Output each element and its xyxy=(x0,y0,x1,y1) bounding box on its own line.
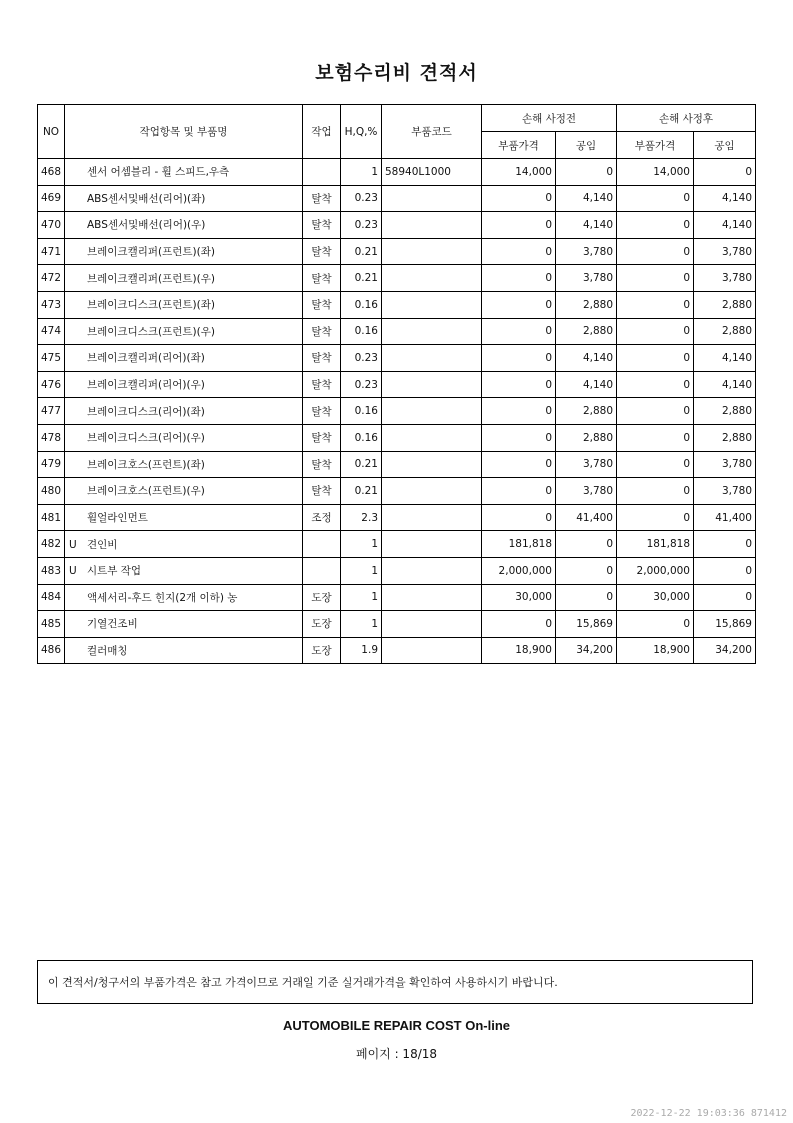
item-name-text: 컬러매칭 xyxy=(87,644,128,657)
cell-after-labor: 0 xyxy=(694,584,756,611)
cell-hq: 1 xyxy=(341,531,382,558)
cell-item-name xyxy=(65,318,303,345)
page-number: 페이지 : 18/18 xyxy=(355,1047,438,1061)
cell-work: 탈착 xyxy=(303,212,341,239)
cell-item-name xyxy=(65,451,303,478)
cell-work xyxy=(303,557,341,584)
table-row xyxy=(38,371,756,398)
cell-hq: 0.23 xyxy=(341,185,382,212)
table-row xyxy=(38,424,756,451)
item-name-text: 액세서리-후드 힌지(2개 이하) 농 xyxy=(87,591,238,604)
cell-after-part-price: 0 xyxy=(617,291,694,318)
cell-no: 471 xyxy=(38,238,65,265)
cell-after-labor: 41,400 xyxy=(694,504,756,531)
item-name-text: 브레이크디스크(프런트)(좌) xyxy=(87,299,215,312)
cell-work: 탈착 xyxy=(303,371,341,398)
item-name-text: 견인비 xyxy=(87,538,118,551)
cell-item-name xyxy=(65,159,303,186)
cell-after-part-price: 181,818 xyxy=(617,531,694,558)
cell-item-name xyxy=(65,424,303,451)
cell-work: 탈착 xyxy=(303,478,341,505)
cell-after-labor: 4,140 xyxy=(694,345,756,372)
cell-part-code xyxy=(382,291,482,318)
cell-before-labor: 2,880 xyxy=(556,398,617,425)
cell-part-code xyxy=(382,371,482,398)
cell-no: 480 xyxy=(38,478,65,505)
table-row xyxy=(38,159,756,186)
cell-part-code xyxy=(382,212,482,239)
cell-work: 탈착 xyxy=(303,238,341,265)
cell-no: 474 xyxy=(38,318,65,345)
cell-hq: 0.16 xyxy=(341,424,382,451)
table-row xyxy=(38,478,756,505)
cell-hq: 0.16 xyxy=(341,291,382,318)
table-body xyxy=(38,159,756,664)
cell-no: 475 xyxy=(38,345,65,372)
cell-item-name xyxy=(65,478,303,505)
cell-before-labor: 0 xyxy=(556,557,617,584)
cell-work: 탈착 xyxy=(303,451,341,478)
cell-no: 476 xyxy=(38,371,65,398)
cell-no: 473 xyxy=(38,291,65,318)
cell-hq: 0.21 xyxy=(341,451,382,478)
user-item-flag: U xyxy=(69,538,77,551)
cell-work xyxy=(303,531,341,558)
item-name-text: ABS센서및배선(리어)(좌) xyxy=(87,192,206,205)
cell-after-labor: 2,880 xyxy=(694,318,756,345)
item-name-text: 휠얼라인먼트 xyxy=(87,512,148,525)
cell-work xyxy=(303,159,341,186)
cell-no: 486 xyxy=(38,637,65,664)
cell-before-labor: 3,780 xyxy=(556,238,617,265)
cell-before-labor: 3,780 xyxy=(556,265,617,292)
cell-part-code xyxy=(382,345,482,372)
cell-before-part-price: 181,818 xyxy=(482,531,556,558)
cell-before-labor: 2,880 xyxy=(556,318,617,345)
cell-before-part-price: 2,000,000 xyxy=(482,557,556,584)
cell-before-part-price: 0 xyxy=(482,185,556,212)
item-name-text: 브레이크디스크(프런트)(우) xyxy=(87,325,215,338)
cell-work: 탈착 xyxy=(303,185,341,212)
table-row xyxy=(38,557,756,584)
header-code: 부품코드 xyxy=(382,105,482,159)
cell-after-part-price: 0 xyxy=(617,504,694,531)
cell-hq: 0.23 xyxy=(341,345,382,372)
cell-work: 조정 xyxy=(303,504,341,531)
item-name-text: ABS센서및배선(리어)(우) xyxy=(87,219,206,232)
cell-before-labor: 4,140 xyxy=(556,185,617,212)
cell-before-labor: 3,780 xyxy=(556,478,617,505)
cell-part-code xyxy=(382,424,482,451)
cell-after-part-price: 14,000 xyxy=(617,159,694,186)
cell-item-name xyxy=(65,637,303,664)
cell-part-code xyxy=(382,611,482,638)
cell-after-labor: 2,880 xyxy=(694,291,756,318)
cell-before-labor: 0 xyxy=(556,159,617,186)
cell-after-labor: 3,780 xyxy=(694,238,756,265)
cell-hq: 1 xyxy=(341,611,382,638)
cell-item-name xyxy=(65,291,303,318)
cell-after-labor: 3,780 xyxy=(694,265,756,292)
cell-no: 484 xyxy=(38,584,65,611)
item-name-text: 브레이크캘리퍼(리어)(우) xyxy=(87,379,205,392)
cell-work: 탈착 xyxy=(303,265,341,292)
table-row xyxy=(38,212,756,239)
cell-hq: 1 xyxy=(341,557,382,584)
cell-before-labor: 2,880 xyxy=(556,291,617,318)
cell-before-labor: 15,869 xyxy=(556,611,617,638)
cell-item-name xyxy=(65,504,303,531)
footer-title: AUTOMOBILE REPAIR COST On-line xyxy=(282,1018,511,1033)
cell-after-part-price: 0 xyxy=(617,345,694,372)
cell-before-part-price: 0 xyxy=(482,424,556,451)
item-name-text: 센서 어셈블리 - 휠 스피드,우측 xyxy=(87,166,230,179)
cell-item-name xyxy=(65,531,303,558)
cell-item-name xyxy=(65,185,303,212)
cell-after-labor: 4,140 xyxy=(694,185,756,212)
table-row xyxy=(38,185,756,212)
header-before-part-price: 부품가격 xyxy=(482,132,556,159)
cell-item-name xyxy=(65,584,303,611)
item-name-text: 기열건조비 xyxy=(87,618,138,631)
cell-hq: 1.9 xyxy=(341,637,382,664)
table-row xyxy=(38,611,756,638)
header-after: 손해 사정후 xyxy=(617,105,756,132)
cell-work: 탈착 xyxy=(303,424,341,451)
cell-part-code xyxy=(382,584,482,611)
cell-part-code xyxy=(382,318,482,345)
cell-after-part-price: 0 xyxy=(617,318,694,345)
cell-before-part-price: 0 xyxy=(482,611,556,638)
cell-before-labor: 4,140 xyxy=(556,345,617,372)
cell-part-code xyxy=(382,504,482,531)
cell-after-labor: 3,780 xyxy=(694,451,756,478)
cell-before-part-price: 0 xyxy=(482,345,556,372)
cell-after-part-price: 0 xyxy=(617,185,694,212)
cell-before-part-price: 0 xyxy=(482,291,556,318)
cell-before-labor: 34,200 xyxy=(556,637,617,664)
table-header xyxy=(38,105,756,159)
cell-before-part-price: 0 xyxy=(482,238,556,265)
header-hq: H,Q,% xyxy=(341,105,382,159)
header-before-labor: 공임 xyxy=(556,132,617,159)
table-row xyxy=(38,584,756,611)
item-name-text: 브레이크호스(프런트)(좌) xyxy=(87,458,205,471)
print-timestamp: 2022-12-22 19:03:36 871412 xyxy=(630,1108,787,1119)
item-name-text: 브레이크디스크(리어)(좌) xyxy=(87,405,205,418)
cell-no: 478 xyxy=(38,424,65,451)
cell-before-labor: 0 xyxy=(556,531,617,558)
table-row xyxy=(38,318,756,345)
cell-part-code xyxy=(382,398,482,425)
header-item: 작업항목 및 부품명 xyxy=(65,105,303,159)
cell-hq: 0.16 xyxy=(341,398,382,425)
cell-after-part-price: 30,000 xyxy=(617,584,694,611)
cell-no: 470 xyxy=(38,212,65,239)
cell-no: 483 xyxy=(38,557,65,584)
cell-hq: 0.16 xyxy=(341,318,382,345)
cell-part-code xyxy=(382,637,482,664)
cell-hq: 2.3 xyxy=(341,504,382,531)
table-row xyxy=(38,637,756,664)
cell-before-part-price: 0 xyxy=(482,504,556,531)
cell-item-name xyxy=(65,345,303,372)
item-name-text: 브레이크캘리퍼(리어)(좌) xyxy=(87,352,205,365)
cell-after-part-price: 0 xyxy=(617,611,694,638)
header-before: 손해 사정전 xyxy=(482,105,617,132)
cell-part-code xyxy=(382,451,482,478)
table-row xyxy=(38,265,756,292)
header-work: 작업 xyxy=(303,105,341,159)
cell-work: 탈착 xyxy=(303,318,341,345)
cell-part-code xyxy=(382,531,482,558)
cell-no: 481 xyxy=(38,504,65,531)
cell-part-code xyxy=(382,185,482,212)
cell-item-name xyxy=(65,398,303,425)
cell-after-labor: 4,140 xyxy=(694,371,756,398)
header-after-part-price: 부품가격 xyxy=(617,132,694,159)
cell-work: 도장 xyxy=(303,611,341,638)
price-notice: 이 견적서/청구서의 부품가격은 참고 가격이므로 거래일 기준 실거래가격을 확인하여 사용하시기 바랍니다. xyxy=(37,960,753,1004)
user-item-flag: U xyxy=(69,565,77,578)
cell-before-part-price: 0 xyxy=(482,265,556,292)
cell-no: 468 xyxy=(38,159,65,186)
cell-after-labor: 0 xyxy=(694,159,756,186)
cell-item-name xyxy=(65,371,303,398)
item-name-text: 브레이크캘리퍼(프런트)(우) xyxy=(87,272,215,285)
cell-before-part-price: 0 xyxy=(482,478,556,505)
cell-after-part-price: 0 xyxy=(617,212,694,239)
cell-before-labor: 3,780 xyxy=(556,451,617,478)
cell-after-labor: 0 xyxy=(694,557,756,584)
cell-part-code: 58940L1000 xyxy=(382,159,482,186)
cell-work: 도장 xyxy=(303,584,341,611)
table-row xyxy=(38,531,756,558)
cell-after-labor: 0 xyxy=(694,531,756,558)
cell-hq: 0.21 xyxy=(341,478,382,505)
cell-part-code xyxy=(382,557,482,584)
cell-before-part-price: 0 xyxy=(482,371,556,398)
cell-before-part-price: 0 xyxy=(482,318,556,345)
cell-hq: 0.23 xyxy=(341,212,382,239)
cell-no: 485 xyxy=(38,611,65,638)
cell-after-part-price: 18,900 xyxy=(617,637,694,664)
cell-item-name xyxy=(65,265,303,292)
cell-before-part-price: 14,000 xyxy=(482,159,556,186)
cell-after-part-price: 0 xyxy=(617,371,694,398)
cell-after-part-price: 0 xyxy=(617,478,694,505)
estimate-table xyxy=(37,104,756,664)
cell-no: 477 xyxy=(38,398,65,425)
cell-after-labor: 3,780 xyxy=(694,478,756,505)
cell-part-code xyxy=(382,265,482,292)
cell-before-labor: 4,140 xyxy=(556,371,617,398)
cell-after-labor: 34,200 xyxy=(694,637,756,664)
document-title: 보험수리비 견적서 xyxy=(315,62,478,84)
cell-before-part-price: 0 xyxy=(482,212,556,239)
table-row xyxy=(38,398,756,425)
cell-hq: 0.23 xyxy=(341,371,382,398)
item-name-text: 시트부 작업 xyxy=(87,565,142,578)
cell-hq: 0.21 xyxy=(341,238,382,265)
cell-hq: 0.21 xyxy=(341,265,382,292)
cell-work: 탈착 xyxy=(303,291,341,318)
cell-item-name xyxy=(65,212,303,239)
cell-item-name xyxy=(65,557,303,584)
cell-after-part-price: 0 xyxy=(617,451,694,478)
header-after-labor: 공임 xyxy=(694,132,756,159)
cell-part-code xyxy=(382,238,482,265)
cell-before-labor: 0 xyxy=(556,584,617,611)
item-name-text: 브레이크캘리퍼(프런트)(좌) xyxy=(87,246,215,259)
cell-no: 469 xyxy=(38,185,65,212)
cell-work: 도장 xyxy=(303,637,341,664)
cell-work: 탈착 xyxy=(303,345,341,372)
cell-after-part-price: 0 xyxy=(617,265,694,292)
cell-item-name xyxy=(65,238,303,265)
cell-before-part-price: 18,900 xyxy=(482,637,556,664)
cell-no: 472 xyxy=(38,265,65,292)
cell-after-labor: 4,140 xyxy=(694,212,756,239)
cell-no: 479 xyxy=(38,451,65,478)
cell-before-part-price: 0 xyxy=(482,398,556,425)
cell-before-part-price: 30,000 xyxy=(482,584,556,611)
item-name-text: 브레이크호스(프런트)(우) xyxy=(87,485,205,498)
cell-hq: 1 xyxy=(341,159,382,186)
cell-before-labor: 2,880 xyxy=(556,424,617,451)
header-no: NO xyxy=(38,105,65,159)
cell-no: 482 xyxy=(38,531,65,558)
table-row xyxy=(38,451,756,478)
cell-before-labor: 41,400 xyxy=(556,504,617,531)
cell-after-labor: 2,880 xyxy=(694,398,756,425)
cell-after-part-price: 0 xyxy=(617,398,694,425)
cell-hq: 1 xyxy=(341,584,382,611)
cell-before-labor: 4,140 xyxy=(556,212,617,239)
cell-before-part-price: 0 xyxy=(482,451,556,478)
cell-after-part-price: 0 xyxy=(617,238,694,265)
cell-part-code xyxy=(382,478,482,505)
cell-after-part-price: 2,000,000 xyxy=(617,557,694,584)
table-row xyxy=(38,291,756,318)
cell-after-part-price: 0 xyxy=(617,424,694,451)
table-row xyxy=(38,504,756,531)
table-row xyxy=(38,238,756,265)
cell-item-name xyxy=(65,611,303,638)
cell-after-labor: 15,869 xyxy=(694,611,756,638)
table-row xyxy=(38,345,756,372)
cell-work: 탈착 xyxy=(303,398,341,425)
item-name-text: 브레이크디스크(리어)(우) xyxy=(87,432,205,445)
cell-after-labor: 2,880 xyxy=(694,424,756,451)
